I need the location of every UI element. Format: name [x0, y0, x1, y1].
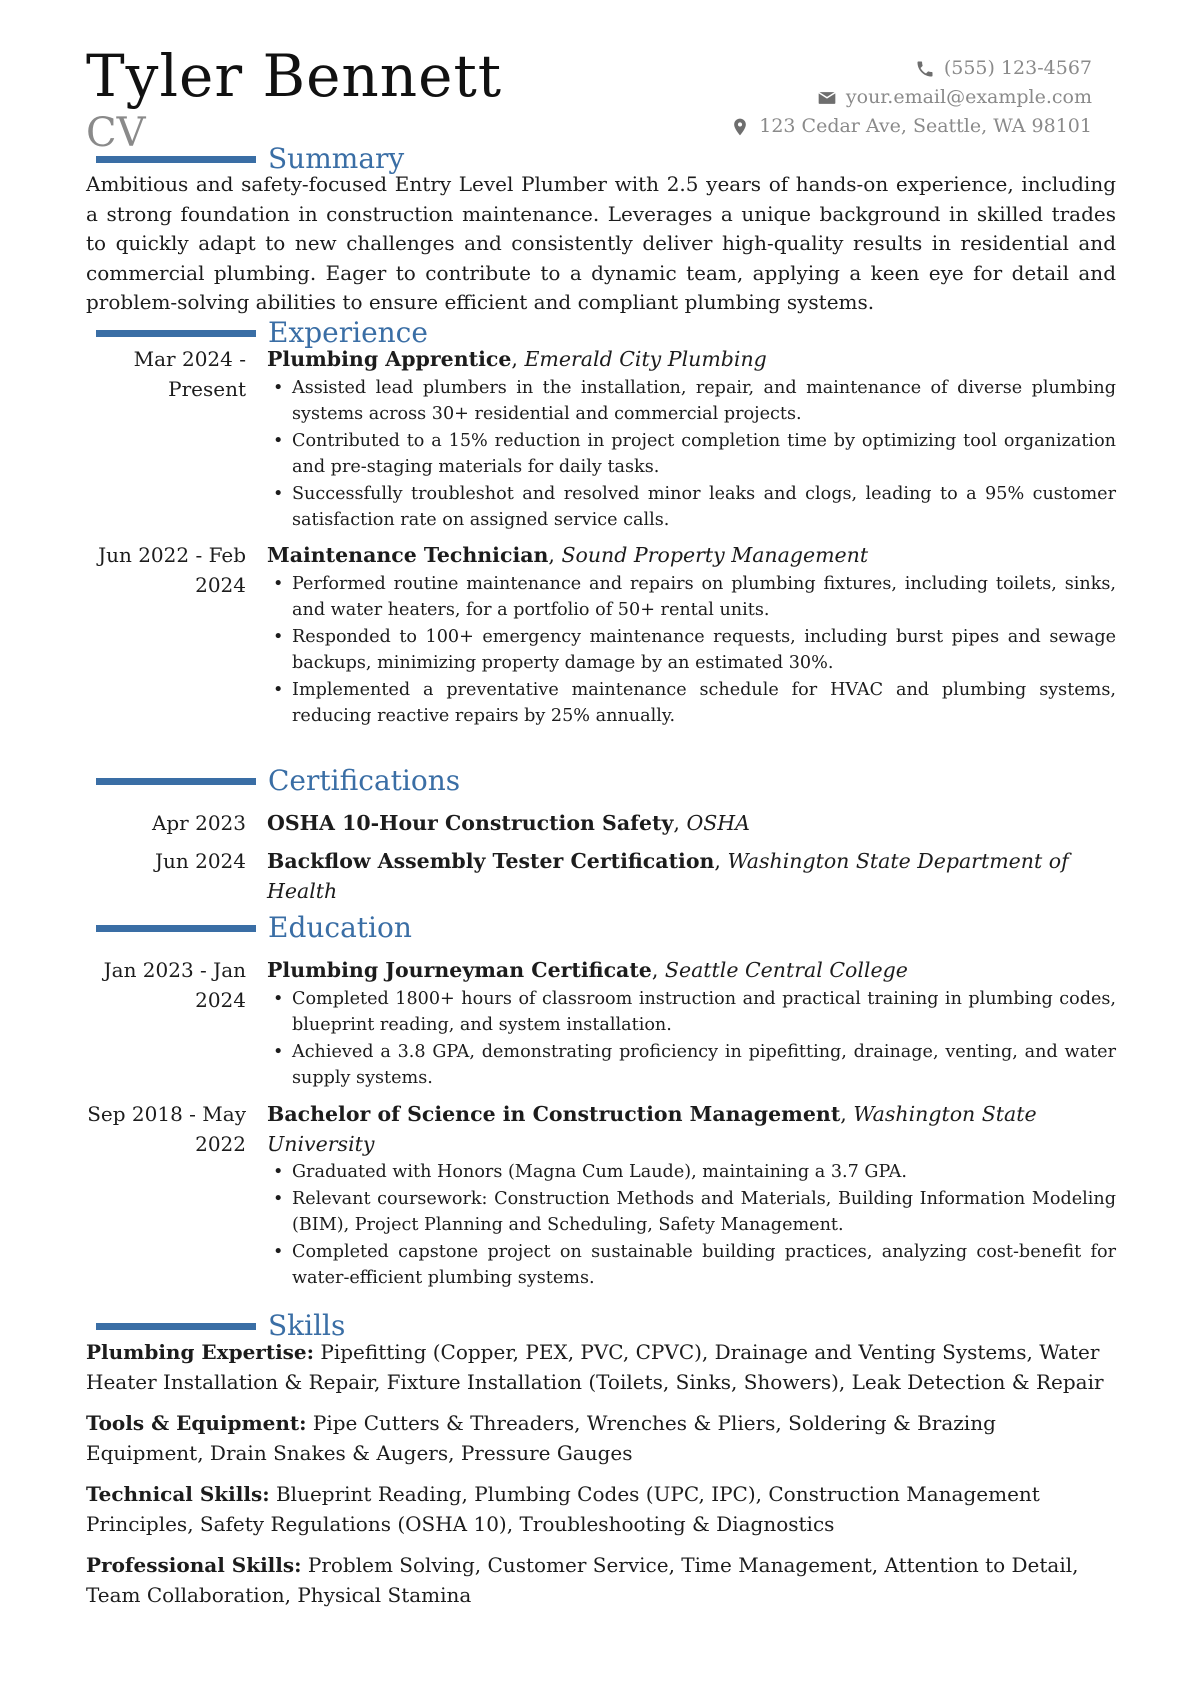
- degree-title: Plumbing Journeyman Certificate: [267, 958, 652, 982]
- envelope-icon: [817, 88, 837, 108]
- experience-entry: [86, 541, 1116, 730]
- entry-date: Jun 2022 - Feb 2024: [98, 543, 246, 597]
- employer: Emerald City Plumbing: [524, 347, 767, 371]
- document-subtitle: CV: [86, 110, 146, 156]
- entry-heading: Backflow Assembly Tester Certification, Washington State Department of Health: [267, 849, 1069, 903]
- issuer: OSHA: [686, 811, 750, 835]
- section-title: Summary: [268, 142, 405, 175]
- skill-text: Pipe Cutters & Threaders, Wrenches & Pliers, Soldering & Brazing Equipment, Drain Snakes & Augers, Pressure Gauges: [86, 1411, 996, 1465]
- entry-date: Jan 2023 - Jan 2024: [103, 958, 246, 1012]
- section-rule: [96, 925, 256, 932]
- list-item: • Assisted lead plumbers in the installation, repair, and maintenance of diverse plumbing systems across 30+ residential and commercial projects.: [267, 375, 1116, 428]
- entry-heading: OSHA 10-Hour Construction Safety, OSHA: [267, 811, 750, 835]
- bullet-list: [267, 986, 1116, 1092]
- entry-date: Sep 2018 - May 2022: [87, 1102, 246, 1156]
- list-item: • Graduated with Honors (Magna Cum Laude), maintaining a 3.7 GPA.: [267, 1159, 1116, 1186]
- job-title: Plumbing Apprentice: [267, 347, 512, 371]
- entry-date: Mar 2024 - Present: [133, 347, 246, 401]
- list-item: • Responded to 100+ emergency maintenance requests, including burst pipes and sewage backups, minimizing property damage by an estimated 30%.: [267, 624, 1116, 677]
- skill-label: Tools & Equipment:: [86, 1411, 307, 1435]
- experience-entry: [86, 345, 1116, 534]
- entry-date: Apr 2023: [151, 811, 246, 835]
- certification-entry: [86, 809, 1116, 839]
- skill-group: [86, 1338, 1116, 1397]
- education-entry: [86, 1100, 1116, 1292]
- phone-number[interactable]: (555) 123-4567: [943, 57, 1092, 79]
- certifications-section-heading: [86, 761, 460, 801]
- certification-entry: [86, 847, 1116, 906]
- summary-paragraph: Ambitious and safety-focused Entry Level Plumber with 2.5 years of hands-on experience, including a strong foundation in construction maintenance. Leverages a unique background in skilled trades to quickly adapt to new challenges and consistently deliver high-quality results in residential and commercial plumbing. Eager to contribute to a dynamic team, applying a keen eye for detail and problem-solving abilities to ensure efficient and compliant plumbing systems.: [86, 172, 1116, 314]
- list-item: • Contributed to a 15% reduction in project completion time by optimizing tool organization and pre-staging materials for daily tasks.: [267, 428, 1116, 481]
- list-item: • Completed 1800+ hours of classroom instruction and practical training in plumbing codes, blueprint reading, and system installation.: [267, 986, 1116, 1039]
- section-title: Skills: [268, 1309, 346, 1342]
- phone-icon: [915, 59, 935, 79]
- skill-group: [86, 1551, 1116, 1610]
- contact-phone: [730, 54, 1092, 83]
- employer: Sound Property Management: [561, 543, 869, 567]
- bullet-list: [267, 1159, 1116, 1292]
- list-item: • Implemented a preventative maintenance schedule for HVAC and plumbing systems, reducing reactive repairs by 25% annually.: [267, 677, 1116, 730]
- list-item: • Relevant coursework: Construction Methods and Materials, Building Information Modeling (BIM), Project Planning and Scheduling, Safety Management.: [267, 1186, 1116, 1239]
- entry-heading: Bachelor of Science in Construction Management, Washington State University: [267, 1102, 1037, 1156]
- section-rule: [96, 1323, 256, 1330]
- institution: Seattle Central College: [664, 958, 908, 982]
- skill-group: [86, 1480, 1116, 1539]
- entry-heading: Maintenance Technician, Sound Property Management: [267, 543, 869, 567]
- section-title: Certifications: [268, 764, 461, 797]
- section-rule: [96, 778, 256, 785]
- list-item: • Performed routine maintenance and repairs on plumbing fixtures, including toilets, sinks, and water heaters, for a portfolio of 50+ rental units.: [267, 571, 1116, 624]
- contact-email: [730, 83, 1092, 112]
- entry-heading: Plumbing Journeyman Certificate, Seattle Central College: [267, 958, 908, 982]
- skill-text: Problem Solving, Customer Service, Time Management, Attention to Detail, Team Collaboration, Physical Stamina: [86, 1553, 1079, 1607]
- skill-text: Pipefitting (Copper, PEX, PVC, CPVC), Drainage and Venting Systems, Water Heater Installation & Repair, Fixture Installation (Toilets, Sinks, Showers), Leak Detection & Repair: [86, 1340, 1104, 1394]
- certification-title: OSHA 10-Hour Construction Safety: [267, 811, 674, 835]
- section-title: Experience: [268, 316, 428, 349]
- institution: Washington State University: [267, 1102, 1037, 1156]
- skill-group: [86, 1409, 1116, 1468]
- skill-text: Blueprint Reading, Plumbing Codes (UPC, IPC), Construction Management Principles, Safety Regulations (OSHA 10), Troubleshooting & Diagnostics: [86, 1482, 1040, 1536]
- email-address[interactable]: your.email@example.com: [845, 86, 1092, 108]
- section-rule: [96, 156, 256, 163]
- map-pin-icon: [730, 117, 750, 137]
- section-rule: [96, 330, 256, 337]
- entry-date: Jun 2024: [154, 849, 246, 873]
- contact-address: [730, 112, 1092, 141]
- street-address: 123 Cedar Ave, Seattle, WA 98101: [759, 115, 1092, 137]
- certification-title: Backflow Assembly Tester Certification: [267, 849, 715, 873]
- section-title: Education: [268, 911, 412, 944]
- skill-label: Plumbing Expertise:: [86, 1340, 315, 1364]
- degree-title: Bachelor of Science in Construction Management: [267, 1102, 841, 1126]
- contact-block: [730, 54, 1092, 141]
- education-section-heading: [86, 908, 412, 948]
- education-entry: [86, 956, 1116, 1092]
- bullet-list: [267, 375, 1116, 534]
- list-item: • Successfully troubleshot and resolved minor leaks and clogs, leading to a 95% customer satisfaction rate on assigned service calls.: [267, 481, 1116, 534]
- entry-heading: Plumbing Apprentice, Emerald City Plumbing: [267, 347, 767, 371]
- candidate-name: Tyler Bennett: [86, 42, 503, 110]
- bullet-list: [267, 571, 1116, 730]
- list-item: • Completed capstone project on sustainable building practices, analyzing cost-benefit for water-efficient plumbing systems.: [267, 1239, 1116, 1292]
- list-item: • Achieved a 3.8 GPA, demonstrating proficiency in pipefitting, drainage, venting, and water supply systems.: [267, 1039, 1116, 1092]
- skill-label: Technical Skills:: [86, 1482, 270, 1506]
- issuer: Washington State Department of Health: [267, 849, 1069, 903]
- job-title: Maintenance Technician: [267, 543, 549, 567]
- skill-label: Professional Skills:: [86, 1553, 302, 1577]
